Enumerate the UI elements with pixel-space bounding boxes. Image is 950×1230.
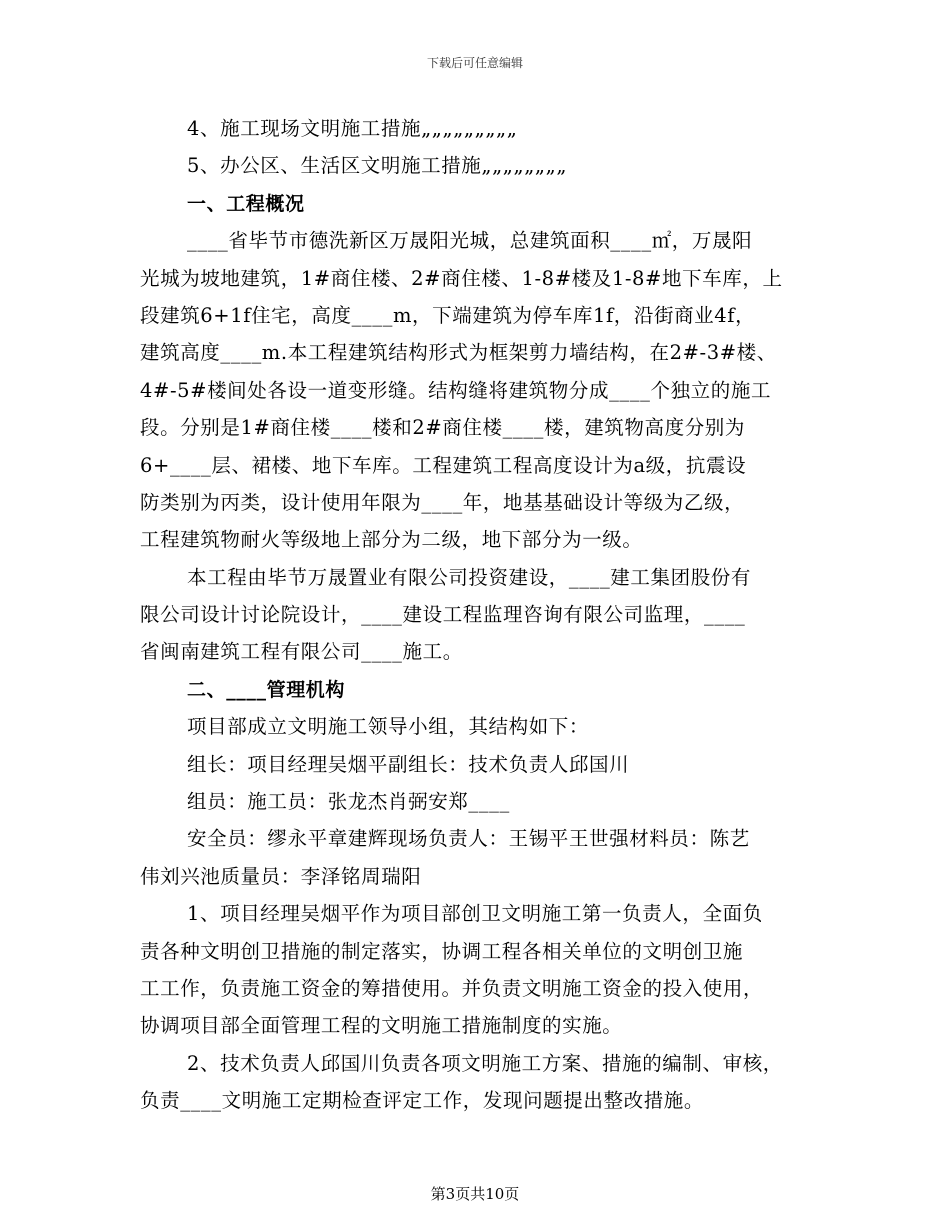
paragraph-line: 建筑高度____m.本工程建筑结构形式为框架剪力墙结构，在2#-3#楼、 [140,341,777,365]
header-note: 下载后可任意编辑 [426,56,523,70]
paragraph-line: 协调项目部全面管理工程的文明施工措施制度的实施。 [140,1014,623,1038]
paragraph-line: 组长：项目经理吴烟平副组长：技术负责人邱国川 [187,752,630,776]
paragraph-line: 责各种文明创卫措施的制定落实，协调工程各相关单位的文明创卫施 [140,939,744,963]
section-heading: 一、工程概况 [187,192,305,215]
paragraph-line: 组员：施工员：张龙杰肖弼安郑____ [187,790,510,814]
paragraph-line: 段。分别是1#商住楼____楼和2#商住楼____楼，建筑物高度分别为 [140,416,745,440]
paragraph-line: 本工程由毕节万晟置业有限公司投资建设，____建工集团股份有 [187,565,752,589]
paragraph-line: 防类别为丙类，设计使用年限为____年，地基基础设计等级为乙级， [140,490,745,514]
paragraph-line: 工程建筑物耐火等级地上部分为二级，地下部分为一级。 [140,528,643,552]
paragraph-line: 工工作，负责施工资金的筹措使用。并负责文明施工资金的投入使用， [140,976,764,1000]
paragraph-line: 伟刘兴池质量员：李泽铭周瑞阳 [140,864,422,888]
paragraph-line: 4#-5#楼间处各设一道变形缝。结构缝将建筑物分成____个独立的施工 [140,378,772,402]
paragraph-line: 省闽南建筑工程有限公司____施工。 [140,640,463,664]
paragraph-line: 6+____层、裙楼、地下车库。工程建筑工程高度设计为a级，抗震设 [140,453,747,477]
paragraph-line: 5、办公区、生活区文明施工措施„„„„„„„„ [187,154,568,178]
paragraph-line: 1、项目经理吴烟平作为项目部创卫文明施工第一负责人，全面负 [187,902,763,926]
paragraph-line: ____省毕节市德洗新区万晟阳光城，总建筑面积____㎡，万晟阳 [187,229,753,253]
document-body [140,112,800,1122]
paragraph-line: 项目部成立文明施工领导小组，其结构如下： [187,715,590,739]
section-heading: 二、____管理机构 [187,678,346,701]
paragraph-line: 段建筑6+1f住宅，高度____m，下端建筑为停车库1f，沿街商业4f， [140,303,756,327]
paragraph-line: 光城为坡地建筑，1#商住楼、2#商住楼、1-8#楼及1-8#地下车库，上 [140,266,783,290]
paragraph-line: 安全员：缪永平章建辉现场负责人：王锡平王世强材料员：陈艺 [187,827,750,851]
page-number: 第3页共10页 [430,1185,520,1203]
paragraph-line: 4、施工现场文明施工措施„„„„„„„„„ [187,117,518,140]
paragraph-line: 2、技术负责人邱国川负责各项文明施工方案、措施的编制、审核， [187,1051,783,1075]
paragraph-line: 限公司设计讨论院设计，____建设工程监理咨询有限公司监理，____ [140,603,746,627]
paragraph-line: 负责____文明施工定期检查评定工作，发现问题提出整改措施。 [140,1089,705,1113]
